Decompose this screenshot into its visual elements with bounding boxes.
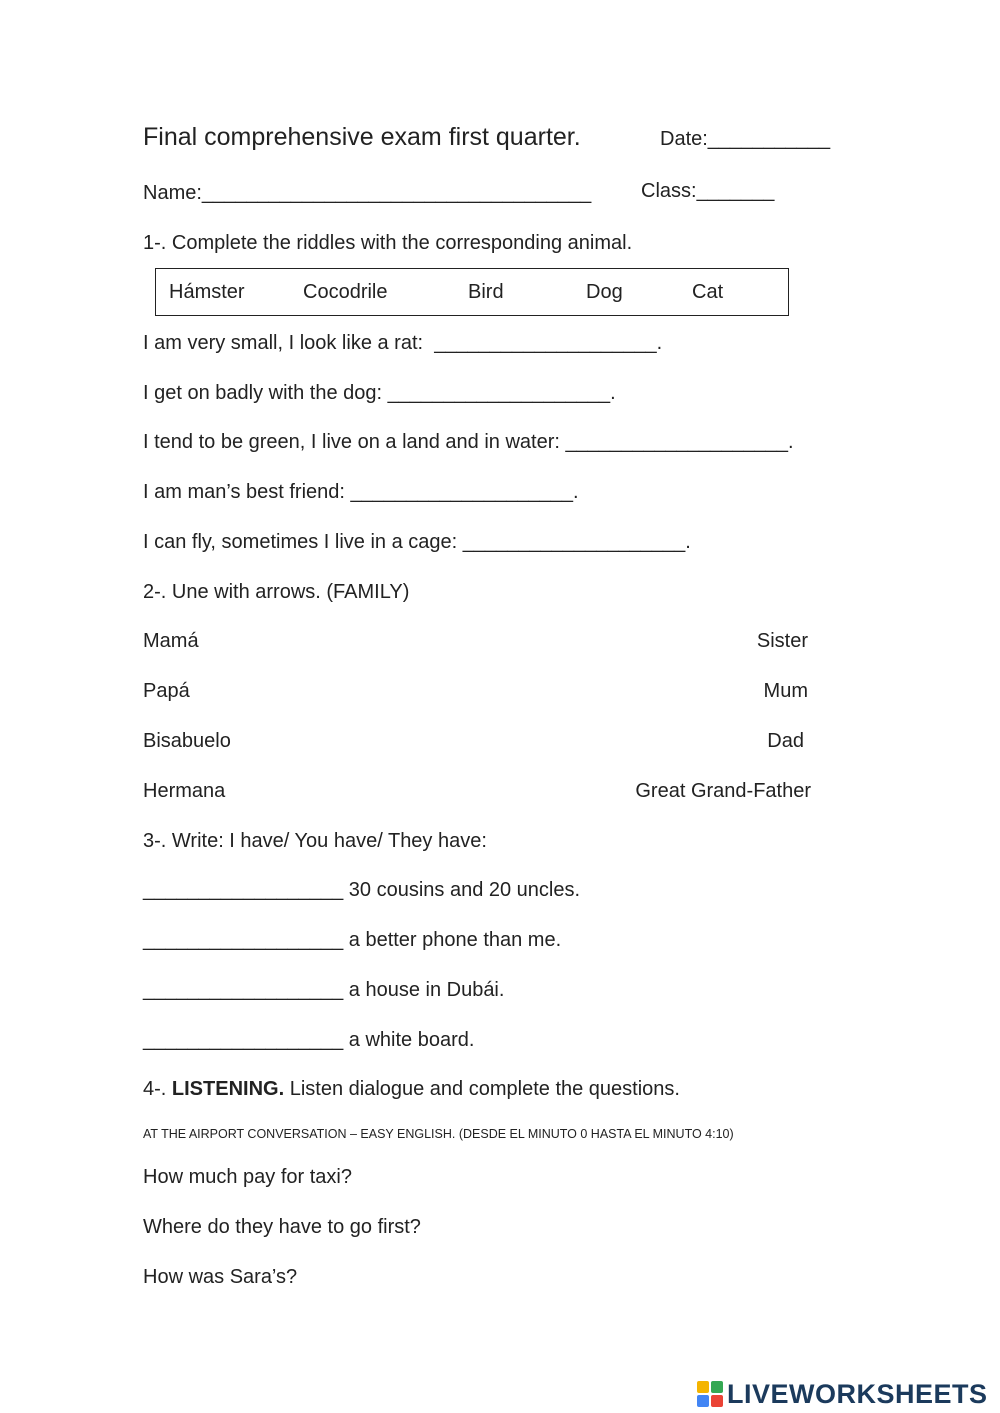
write-item-3[interactable]: __________________ a house in Dubái. bbox=[143, 979, 505, 1001]
logo-square-icon bbox=[711, 1381, 723, 1393]
family-right-2[interactable]: Mum bbox=[763, 680, 808, 702]
riddle-1[interactable]: I am very small, I look like a rat: ____________________. bbox=[143, 332, 663, 354]
question-2[interactable]: Where do they have to go first? bbox=[143, 1216, 421, 1238]
family-right-4[interactable]: Great Grand-Father bbox=[635, 780, 811, 802]
section4-heading bbox=[143, 1076, 680, 1102]
date-field[interactable]: Date:___________ bbox=[660, 128, 831, 150]
section4-prefix: 4-. bbox=[143, 1078, 172, 1100]
family-left-2[interactable]: Papá bbox=[143, 680, 190, 702]
write-item-1[interactable]: __________________ 30 cousins and 20 uncles. bbox=[143, 879, 581, 901]
family-left-3[interactable]: Bisabuelo bbox=[143, 730, 231, 752]
write-item-4[interactable]: __________________ a white board. bbox=[143, 1029, 475, 1051]
class-field[interactable]: Class:_______ bbox=[641, 180, 775, 202]
riddle-3[interactable]: I tend to be green, I live on a land and in water: ____________________. bbox=[143, 431, 794, 453]
write-item-2[interactable]: __________________ a better phone than me. bbox=[143, 929, 562, 951]
family-right-3[interactable]: Dad bbox=[767, 730, 804, 752]
word-bank-item: Cat bbox=[692, 281, 724, 303]
word-bank-item: Bird bbox=[468, 281, 504, 303]
section3-heading: 3-. Write: I have/ You have/ They have: bbox=[143, 830, 487, 852]
word-bank-box bbox=[155, 268, 789, 316]
question-3[interactable]: How was Sara’s? bbox=[143, 1266, 298, 1288]
liveworksheets-logo-icon bbox=[697, 1381, 723, 1407]
question-1[interactable]: How much pay for taxi? bbox=[143, 1166, 352, 1188]
word-bank-item: Cocodrile bbox=[303, 281, 388, 303]
section4-bold: LISTENING. bbox=[171, 1078, 285, 1100]
exam-title: Final comprehensive exam first quarter. bbox=[143, 123, 581, 151]
logo-text: LIVEWORKSHEETS bbox=[727, 1378, 988, 1409]
liveworksheets-logo[interactable] bbox=[697, 1378, 988, 1410]
listening-source: AT THE AIRPORT CONVERSATION – EASY ENGLISH. (DESDE EL MINUTO 0 HASTA EL MINUTO 4:10) bbox=[143, 1127, 734, 1141]
family-left-4[interactable]: Hermana bbox=[143, 780, 226, 802]
family-right-1[interactable]: Sister bbox=[756, 630, 808, 652]
riddle-4[interactable]: I am man’s best friend: ____________________. bbox=[143, 481, 579, 503]
word-bank-item: Dog bbox=[586, 281, 623, 303]
logo-square-icon bbox=[697, 1395, 709, 1407]
logo-square-icon bbox=[711, 1395, 723, 1407]
section4-rest: Listen dialogue and complete the questions. bbox=[284, 1078, 680, 1100]
logo-square-icon bbox=[697, 1381, 709, 1393]
word-bank-item: Hámster bbox=[169, 281, 245, 303]
riddle-5[interactable]: I can fly, sometimes I live in a cage: ____________________. bbox=[143, 531, 691, 553]
section2-heading: 2-. Une with arrows. (FAMILY) bbox=[143, 581, 410, 603]
family-left-1[interactable]: Mamá bbox=[143, 630, 199, 652]
name-field[interactable]: Name:___________________________________ bbox=[143, 182, 592, 204]
section1-heading: 1-. Complete the riddles with the corresponding animal. bbox=[143, 232, 633, 254]
riddle-2[interactable]: I get on badly with the dog: ____________________. bbox=[143, 382, 616, 404]
